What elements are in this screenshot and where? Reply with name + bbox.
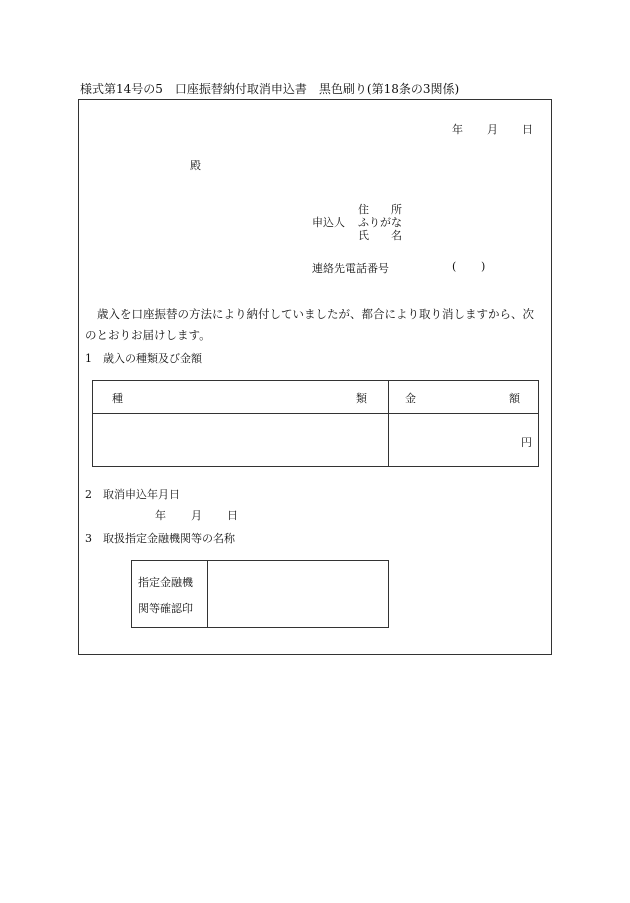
addressee-suffix: 殿: [190, 159, 201, 172]
section3-heading: 3 取扱指定金融機関等の名称: [85, 532, 235, 545]
seal-label-line1: 指定金融機: [138, 576, 193, 589]
yen-label: 円: [521, 436, 532, 449]
seal-label-line2: 関等確認印: [138, 602, 193, 615]
body-text-line1: 歳入を口座振替の方法により納付していましたが、都合により取り消しますから、次: [97, 307, 534, 321]
revenue-table-col-divider: [388, 380, 389, 467]
date-year-label: 年: [452, 123, 463, 136]
seal-box: [131, 560, 389, 628]
furigana-label: ふりがな: [358, 216, 402, 229]
name-label: 氏 名: [358, 229, 402, 242]
section2-heading: 2 取消申込年月日: [85, 488, 180, 501]
form-title: 様式第14号の5 口座振替納付取消申込書 黒色刷り(第18条の3関係): [80, 82, 460, 96]
revenue-table-header-divider: [92, 413, 539, 414]
col-amount-label-2: 額: [509, 392, 520, 405]
phone-paren-open: (: [452, 260, 457, 273]
date-month-label: 月: [487, 123, 498, 136]
body-text-line2: のとおりお届けします。: [85, 328, 211, 342]
section1-heading: 1 歳入の種類及び金額: [85, 352, 202, 365]
col-amount-label-1: 金: [405, 392, 416, 405]
cancel-date-month: 月: [191, 509, 202, 522]
cancel-date-day: 日: [227, 509, 238, 522]
col-type-label-1: 種: [112, 392, 123, 405]
col-type-label-2: 類: [356, 392, 367, 405]
applicant-label: 申込人: [312, 216, 345, 229]
address-label: 住 所: [358, 203, 402, 216]
phone-paren-close: ): [481, 260, 486, 273]
date-day-label: 日: [522, 123, 533, 136]
cancel-date-year: 年: [155, 509, 166, 522]
revenue-table: [92, 380, 539, 467]
seal-box-divider: [207, 560, 208, 628]
phone-label: 連絡先電話番号: [312, 262, 389, 275]
